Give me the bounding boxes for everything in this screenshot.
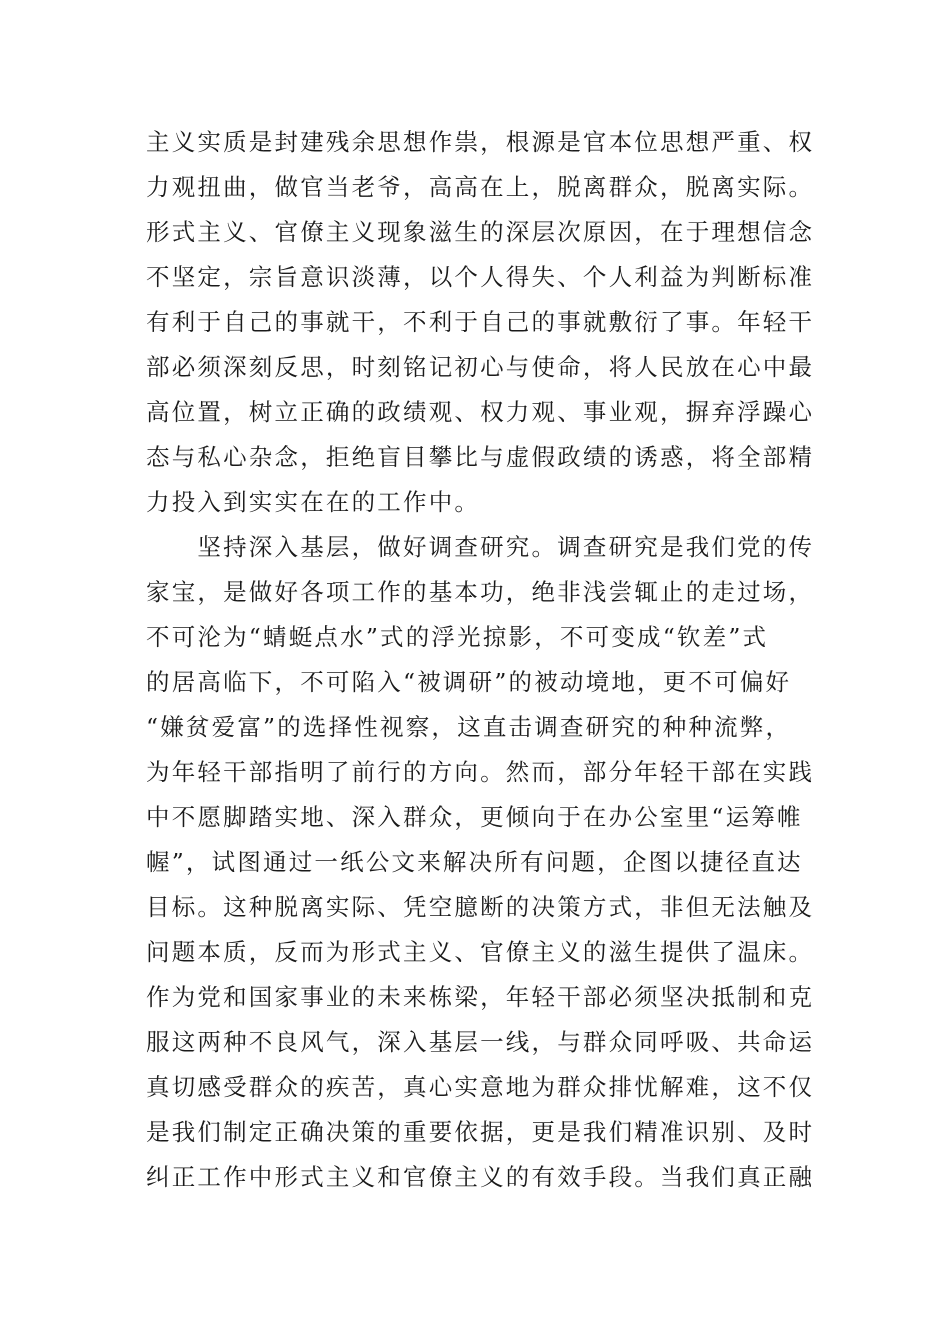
paragraph-start-line: 坚持深入基层，做好调查研究。调查研究是我们党的传 xyxy=(146,533,815,561)
text-line: “嫌贫爱富”的选择性视察，这直击调查研究的种种流弊， xyxy=(146,713,792,741)
text-line: 形式主义、官僚主义现象滋生的深层次原因，在于理想信念 xyxy=(146,218,815,246)
text-line: 真切感受群众的疾苦，真心实意地为群众排忧解难，这不仅 xyxy=(146,1073,815,1101)
text-line: 幄”，试图通过一纸公文来解决所有问题，企图以捷径直达 xyxy=(146,848,803,876)
text-line: 主义实质是封建残余思想作祟，根源是官本位思想严重、权 xyxy=(146,128,815,156)
text-line: 力观扭曲，做官当老爷，高高在上，脱离群众，脱离实际。 xyxy=(146,173,815,201)
text-line: 中不愿脚踏实地、深入群众，更倾向于在办公室里“运筹帷 xyxy=(146,803,803,831)
text-line: 不可沦为“蜻蜓点水”式的浮光掠影，不可变成“钦差”式 xyxy=(146,623,769,651)
text-line: 态与私心杂念，拒绝盲目攀比与虚假政绩的诱惑，将全部精 xyxy=(146,443,815,471)
text-line: 纠正工作中形式主义和官僚主义的有效手段。当我们真正融 xyxy=(146,1163,815,1191)
text-line: 的居高临下，不可陷入“被调研”的被动境地，更不可偏好 xyxy=(146,668,792,696)
text-line: 力投入到实实在在的工作中。 xyxy=(146,488,481,516)
text-line: 目标。这种脱离实际、凭空臆断的决策方式，非但无法触及 xyxy=(146,893,815,921)
text-line: 不坚定，宗旨意识淡薄，以个人得失、个人利益为判断标准 xyxy=(146,263,815,291)
body-text xyxy=(146,120,816,1200)
text-line: 家宝，是做好各项工作的基本功，绝非浅尝辄止的走过场， xyxy=(146,578,815,606)
text-line: 高位置，树立正确的政绩观、权力观、事业观，摒弃浮躁心 xyxy=(146,398,815,426)
text-line: 服这两种不良风气，深入基层一线，与群众同呼吸、共命运 xyxy=(146,1028,815,1056)
text-line: 作为党和国家事业的未来栋梁，年轻干部必须坚决抵制和克 xyxy=(146,983,815,1011)
text-line: 是我们制定正确决策的重要依据，更是我们精准识别、及时 xyxy=(146,1118,815,1146)
text-line: 有利于自己的事就干，不利于自己的事就敷衍了事。年轻干 xyxy=(146,308,815,336)
text-line: 问题本质，反而为形式主义、官僚主义的滋生提供了温床。 xyxy=(146,938,815,966)
text-line: 为年轻干部指明了前行的方向。然而，部分年轻干部在实践 xyxy=(146,758,815,786)
text-line: 部必须深刻反思，时刻铭记初心与使命，将人民放在心中最 xyxy=(146,353,815,381)
